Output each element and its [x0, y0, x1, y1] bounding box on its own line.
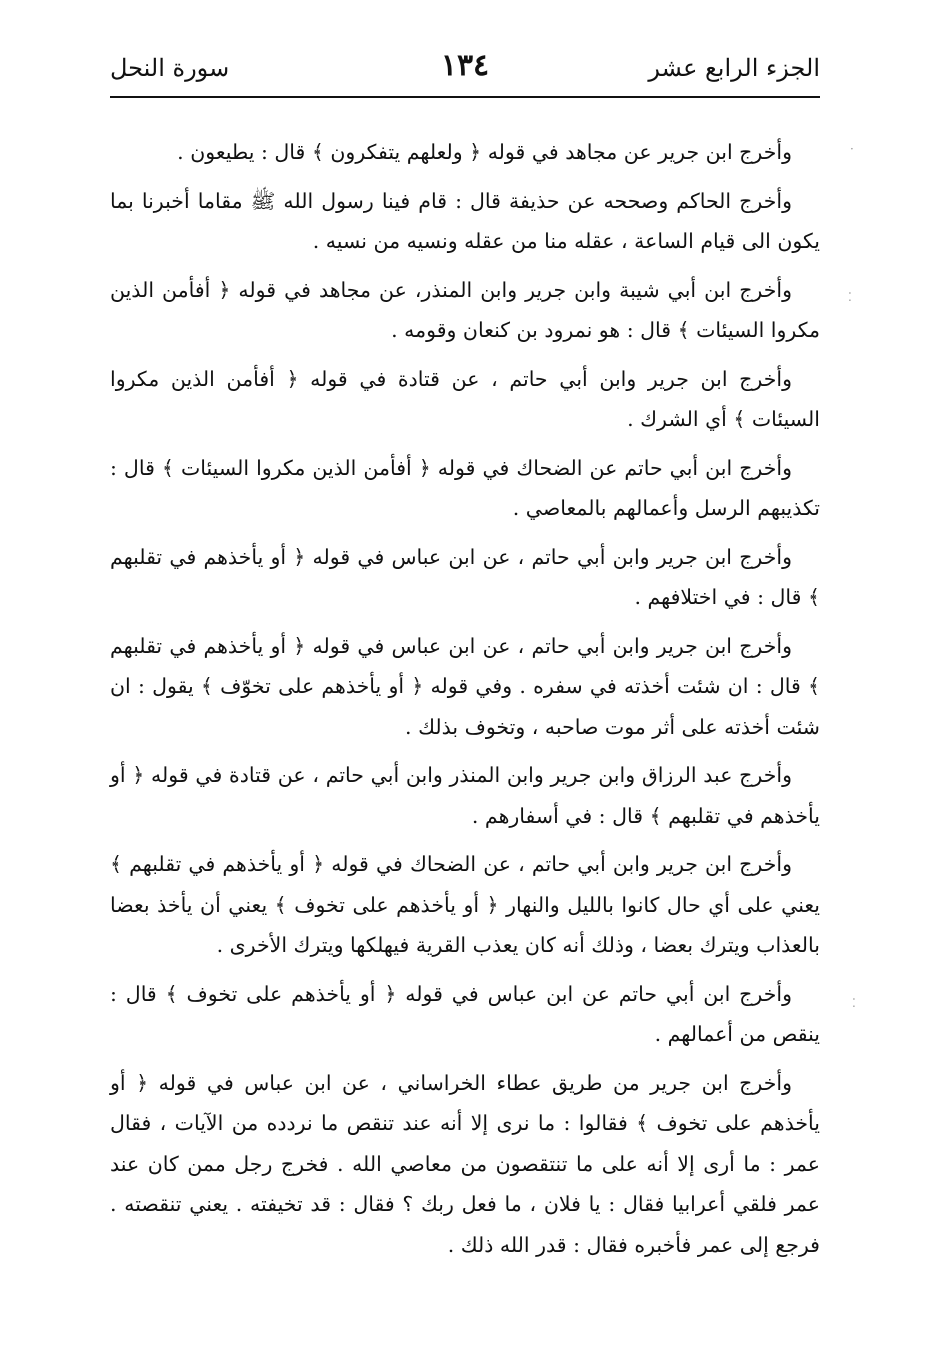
- page-number: ١٣٤: [440, 48, 490, 83]
- paragraph: وأخرج ابن أبي حاتم عن الضحاك في قوله ﴿ أفأمن الذين مكروا السيئات ﴾ قال : تكذيبهم الرسل وأعمالهم بالمعاصي .: [110, 455, 820, 520]
- paragraph: وأخرج ابن أبي حاتم عن ابن عباس في قوله ﴿ أو يأخذهم على تخوف ﴾ قال : ينقص من أعمالهم .: [110, 981, 820, 1046]
- paragraph: وأخرج ابن جرير وابن أبي حاتم ، عن ابن عباس في قوله ﴿ أو يأخذهم في تقلبهم ﴾ قال : ان شئت أخذته في سفره . وفي قوله ﴿ أو يأخذهم على تخوّف ﴾ يقول : ان شئت أخذته على أثر موت صاحبه ، وتخوف بذلك .: [110, 633, 820, 739]
- paragraph: وأخرج ابن جرير عن مجاهد في قوله ﴿ ولعلهم يتفكرون ﴾ قال : يطيعون .: [177, 140, 792, 164]
- part-title: الجزء الرابع عشر: [648, 54, 820, 82]
- paragraph: وأخرج ابن جرير وابن أبي حاتم ، عن قتادة في قوله ﴿ أفأمن الذين مكروا السيئات ﴾ أي الشرك .: [110, 366, 820, 431]
- margin-speck: ·: [850, 142, 854, 156]
- paragraph: وأخرج ابن جرير وابن أبي حاتم ، عن الضحاك في قوله ﴿ أو يأخذهم في تقلبهم ﴾ يعني على أي حال كانوا بالليل والنهار ﴿ أو يأخذهم على تخوف ﴾ يعني أن يأخذ بعضا بالعذاب ويترك بعضا ، وذلك أنه كان يعذب القرية فيهلكها ويترك الأخرى .: [110, 852, 820, 957]
- paragraph: وأخرج ابن جرير وابن أبي حاتم ، عن ابن عباس في قوله ﴿ أو يأخذهم في تقلبهم ﴾ قال : في اختلافهم .: [110, 544, 820, 609]
- paragraph: وأخرج ابن جرير من طريق عطاء الخراساني ، عن ابن عباس في قوله ﴿ أو يأخذهم على تخوف ﴾ فقالوا : ما نرى إلا أنه عند تنقص ما نردده من الآيات ، فقال عمر : ما أرى إلا أنه على ما تنتقصون من معاصي الله . فخرج رجل ممن كان عند عمر فلقي أعرابيا فقال : يا فلان ، ما فعل ربك ؟ فقال : قد تخيفته . يعني تنقصته . فرجع إلى عمر فأخبره فقال : قدر الله ذلك .: [110, 1070, 820, 1257]
- page-header: [110, 48, 820, 94]
- paragraph: وأخرج عبد الرزاق وابن جرير وابن المنذر وابن أبي حاتم ، عن قتادة في قوله ﴿ أو يأخذهم في تقلبهم ﴾ قال : في أسفارهم .: [110, 763, 820, 828]
- surah-title: سورة النحل: [110, 54, 230, 82]
- margin-speck: ⁚: [852, 996, 856, 1010]
- paragraph: وأخرج الحاكم وصححه عن حذيفة قال : قام فينا رسول الله ﷺ مقاما أخبرنا بما يكون الى قيام الساعة ، عقله منا من عقله ونسيه من نسيه .: [110, 188, 820, 253]
- margin-speck: ⁚: [848, 290, 852, 304]
- paragraph: وأخرج ابن أبي شيبة وابن جرير وابن المنذر، عن مجاهد في قوله ﴿ أفأمن الذين مكروا السيئات ﴾ قال : هو نمرود بن كنعان وقومه .: [110, 277, 820, 342]
- header-rule: [110, 96, 820, 98]
- page-body: [110, 132, 820, 1273]
